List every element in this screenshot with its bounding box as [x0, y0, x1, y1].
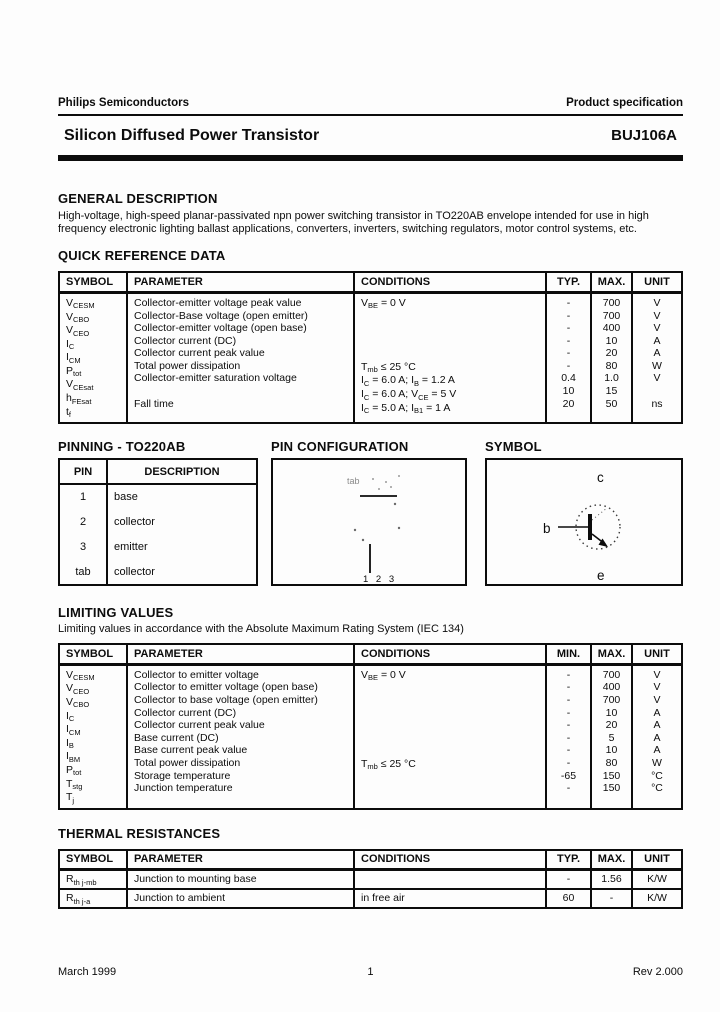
table-cell: emitter — [107, 535, 257, 560]
cell-line — [361, 348, 545, 361]
cell-line: W — [652, 359, 662, 372]
cell-line: $P_{tot}$ — [66, 763, 82, 778]
cell-line: Base current (DC) — [134, 731, 219, 744]
column-header: PARAMETER — [127, 272, 354, 292]
cell-line: $P_{tot}$ — [66, 364, 82, 379]
pin-configuration-drawing — [273, 460, 465, 584]
cell-line: 15 — [605, 385, 618, 398]
table-cell — [127, 664, 354, 808]
cell-line: - — [566, 719, 571, 732]
base-bar — [588, 514, 592, 540]
cell-line: Fall time — [134, 397, 174, 410]
column-header: SYMBOL — [59, 272, 127, 292]
cell-line: 20 — [605, 719, 618, 732]
limiting-values-table — [58, 643, 683, 809]
table-cell: 2 — [79, 516, 87, 529]
cell-line: 10 — [605, 334, 618, 347]
cell-line: - — [566, 756, 571, 769]
cell-line: $I_C = 6.0$ A; $I_B = 1.2$ A — [361, 374, 455, 388]
cell-line: Collector-emitter voltage peak value — [134, 296, 302, 309]
table-cell — [127, 292, 354, 423]
column-header: SYMBOL — [59, 644, 127, 664]
cell-line: $I_C$ — [66, 337, 75, 352]
cell-line: 80 — [605, 359, 618, 372]
cell-line: - — [566, 731, 571, 744]
cell-line — [361, 323, 545, 336]
cell-line: $V_{CEO}$ — [66, 682, 90, 696]
cell-line: V — [653, 372, 661, 385]
cell-line: Collector current (DC) — [134, 706, 237, 719]
cell-line: - — [566, 668, 571, 681]
cell-line: Total power dissipation — [134, 756, 241, 769]
cell-line: 50 — [605, 397, 618, 410]
npn-transistor-symbol-icon — [487, 460, 681, 584]
table-cell: 1 — [79, 491, 87, 504]
table-cell: Junction to mounting base — [127, 870, 354, 889]
cell-line: $I_C = 5.0$ A; $I_{B1} = 1$ A — [361, 401, 451, 416]
cell-line: - — [566, 782, 571, 795]
table-header-row — [59, 272, 682, 292]
column-header: MIN. — [546, 644, 591, 664]
table-row — [59, 889, 682, 908]
cell-line: 400 — [602, 681, 621, 694]
cell-line — [633, 385, 681, 398]
cell-line: - — [566, 359, 571, 372]
cell-line: 1.0 — [604, 372, 619, 385]
cell-line: Collector to emitter voltage (open base) — [134, 681, 318, 694]
cell-line: °C — [651, 769, 663, 782]
cell-line: Collector-emitter saturation voltage — [134, 372, 297, 385]
cell-line: 150 — [602, 782, 621, 795]
limiting-values-heading: LIMITING VALUES — [58, 605, 174, 621]
cell-line: Collector to emitter voltage — [134, 668, 259, 681]
table-row — [59, 870, 682, 889]
cell-line: 5 — [608, 731, 615, 744]
cell-line: $h_{FEsat}$ — [66, 392, 92, 406]
column-header: TYP. — [546, 272, 591, 292]
cell-line: V — [653, 693, 661, 706]
cell-line: $I_{BM}$ — [66, 750, 81, 764]
footer-page-number: 1 — [367, 966, 374, 978]
pin-numbers-label: 1 2 3 — [363, 574, 397, 585]
column-header: MAX. — [591, 644, 632, 664]
cell-line — [134, 385, 353, 398]
cell-line — [361, 708, 545, 721]
cell-line: 10 — [562, 385, 575, 398]
cell-line — [361, 745, 545, 758]
table-row — [59, 535, 257, 560]
general-description-text: High-voltage, high-speed planar-passivated npn power switching transistor in TO220AB envelope intended for use in high frequency electronic lighting ballast applications, converters, inverters, switching regulators, motor control systems, etc. — [58, 210, 649, 235]
symbol-heading: SYMBOL — [485, 439, 542, 455]
cell-line: Storage temperature — [134, 769, 231, 782]
column-header: CONDITIONS — [354, 644, 546, 664]
cell-line: $I_{CM}$ — [66, 351, 81, 365]
cell-line: $I_{CM}$ — [66, 723, 81, 737]
cell-line: - — [566, 334, 571, 347]
table-body — [59, 292, 682, 423]
cell-line: $I_C = 6.0$ A; $V_{CE} = 5$ V — [361, 388, 457, 402]
cell-line: - — [566, 347, 571, 360]
cell-line: ns — [651, 397, 663, 410]
cell-line: 700 — [602, 693, 621, 706]
cell-line: $T_{mb} \le 25$ °C — [361, 757, 416, 772]
cell-line — [361, 784, 545, 797]
thermal-resistances-table — [58, 849, 683, 909]
table-cell: collector — [107, 560, 257, 585]
cell-line: - — [566, 322, 571, 335]
cell-line — [361, 336, 545, 349]
cell-line: Total power dissipation — [134, 359, 241, 372]
cell-line: V — [653, 309, 661, 322]
cell-line: $I_B$ — [66, 736, 74, 751]
cell-line: $V_{CESM}$ — [66, 296, 95, 311]
table-cell — [632, 664, 682, 808]
cell-line: Junction temperature — [134, 782, 233, 795]
cell-line: Collector current peak value — [134, 347, 265, 360]
cell-line — [361, 733, 545, 746]
collector-lead-line — [592, 508, 607, 520]
cell-line: $V_{CBO}$ — [66, 310, 90, 324]
cell-line: V — [653, 681, 661, 694]
collector-label: c — [597, 470, 604, 486]
cell-line: $V_{CEO}$ — [66, 324, 90, 338]
column-header: SYMBOL — [59, 850, 127, 870]
table-cell — [354, 870, 546, 889]
cell-line: $t_f$ — [66, 405, 72, 420]
part-number: BUJ106A — [611, 127, 677, 144]
column-header: UNIT — [632, 850, 682, 870]
cell-line: 700 — [602, 309, 621, 322]
cell-line: V — [653, 296, 661, 309]
column-header: UNIT — [632, 644, 682, 664]
limiting-values-subtitle: Limiting values in accordance with the Absolute Maximum Rating System (IEC 134) — [58, 623, 464, 636]
cell-line: $T_{mb} \le 25$ °C — [361, 360, 416, 375]
cell-line: Collector to base voltage (open emitter) — [134, 693, 318, 706]
table-cell: base — [107, 484, 257, 509]
cell-line: A — [653, 744, 661, 757]
table-cell: - — [591, 889, 632, 908]
table-cell: 1.56 — [591, 870, 632, 889]
column-header: CONDITIONS — [354, 272, 546, 292]
header-divider — [58, 114, 683, 116]
cell-line: Collector-emitter voltage (open base) — [134, 322, 307, 335]
cell-line: 700 — [602, 668, 621, 681]
cell-line — [361, 682, 545, 695]
cell-line: 700 — [602, 296, 621, 309]
cell-line: V — [653, 322, 661, 335]
cell-line: A — [653, 347, 661, 360]
cell-line: $V_{CESM}$ — [66, 668, 95, 683]
quick-reference-heading: QUICK REFERENCE DATA — [58, 248, 226, 264]
cell-line: 10 — [605, 744, 618, 757]
table-row — [59, 510, 257, 535]
column-header: PIN — [59, 459, 107, 484]
cell-line: $T_{stg}$ — [66, 777, 83, 791]
footer-revision: Rev 2.000 — [632, 966, 683, 978]
cell-line: A — [653, 731, 661, 744]
symbol-box — [485, 458, 683, 586]
cell-line: $I_C$ — [66, 709, 75, 724]
emitter-label: e — [597, 568, 605, 584]
cell-line: Base current peak value — [134, 744, 248, 757]
table-cell: 60 — [546, 889, 591, 908]
tab-label: tab — [347, 476, 360, 487]
pinning-heading: PINNING - TO220AB — [58, 439, 186, 455]
cell-line: 0.4 — [561, 372, 576, 385]
page-title: Silicon Diffused Power Transistor — [64, 127, 320, 144]
general-description-heading: GENERAL DESCRIPTION — [58, 191, 218, 206]
table-cell — [591, 292, 632, 423]
table-cell — [59, 292, 127, 423]
cell-line: $V_{CEsat}$ — [66, 378, 94, 392]
cell-line — [361, 695, 545, 708]
pin-configuration-heading: PIN CONFIGURATION — [271, 439, 409, 455]
column-header: CONDITIONS — [354, 850, 546, 870]
cell-line: - — [566, 706, 571, 719]
quick-reference-table — [58, 271, 683, 424]
column-header: UNIT — [632, 272, 682, 292]
cell-line: A — [653, 706, 661, 719]
footer-date: March 1999 — [58, 966, 117, 978]
cell-line: Collector current peak value — [134, 719, 265, 732]
cell-line: 400 — [602, 322, 621, 335]
cell-line: $V_{BE} = 0$ V — [361, 668, 406, 683]
cell-line: °C — [651, 782, 663, 795]
cell-line: - — [566, 744, 571, 757]
table-cell — [546, 664, 591, 808]
cell-line: V — [653, 668, 661, 681]
base-label: b — [543, 521, 551, 537]
cell-line: 20 — [605, 347, 618, 360]
table-cell: $R_{th j-a}$ — [59, 889, 127, 908]
table-cell — [591, 664, 632, 808]
cell-line: A — [653, 719, 661, 732]
cell-line: 80 — [605, 756, 618, 769]
table-cell: $R_{th j-mb}$ — [66, 873, 97, 887]
thermal-resistances-heading: THERMAL RESISTANCES — [58, 825, 221, 841]
table-header-row — [59, 644, 682, 664]
cell-line: $V_{BE} = 0$ V — [361, 296, 406, 311]
column-header: PARAMETER — [127, 850, 354, 870]
cell-line: $V_{CBO}$ — [66, 695, 90, 710]
column-header: PARAMETER — [127, 644, 354, 664]
cell-line: - — [566, 681, 571, 694]
table-cell: K/W — [632, 870, 682, 889]
cell-line: -65 — [560, 769, 577, 782]
cell-line: - — [566, 309, 571, 322]
column-header: TYP. — [546, 850, 591, 870]
column-header: DESCRIPTION — [107, 459, 257, 484]
table-cell — [59, 664, 127, 808]
cell-line: - — [566, 693, 571, 706]
table-cell: collector — [107, 510, 257, 535]
table-cell: - — [546, 870, 591, 889]
cell-line: $T_j$ — [66, 791, 75, 805]
pin-configuration-box — [271, 458, 467, 586]
table-cell — [354, 664, 546, 808]
cell-line: 10 — [605, 706, 618, 719]
cell-line: 150 — [602, 769, 621, 782]
table-cell: tab — [75, 566, 91, 579]
pinning-table — [58, 458, 258, 586]
cell-line — [361, 772, 545, 785]
table-row — [59, 484, 257, 509]
cell-line: 20 — [562, 397, 575, 410]
table-header-row — [59, 850, 682, 870]
table-body — [59, 664, 682, 808]
table-header-row — [59, 459, 257, 484]
cell-line: - — [566, 296, 571, 309]
cell-line — [361, 311, 545, 324]
table-cell — [354, 292, 546, 423]
header-doc-type: Product specification — [566, 97, 683, 109]
table-cell: Junction to ambient — [127, 889, 354, 908]
title-divider — [58, 155, 683, 161]
cell-line: W — [652, 756, 662, 769]
cell-line: Collector-Base voltage (open emitter) — [134, 309, 308, 322]
cell-line — [361, 720, 545, 733]
column-header: MAX. — [591, 850, 632, 870]
cell-line: A — [653, 334, 661, 347]
table-cell: 3 — [79, 541, 87, 554]
table-row — [59, 560, 257, 585]
table-cell: in free air — [354, 889, 546, 908]
cell-line: Collector current (DC) — [134, 334, 237, 347]
table-cell: K/W — [632, 889, 682, 908]
table-cell — [632, 292, 682, 423]
header-manufacturer: Philips Semiconductors — [58, 97, 189, 109]
column-header: MAX. — [591, 272, 632, 292]
table-cell — [546, 292, 591, 423]
